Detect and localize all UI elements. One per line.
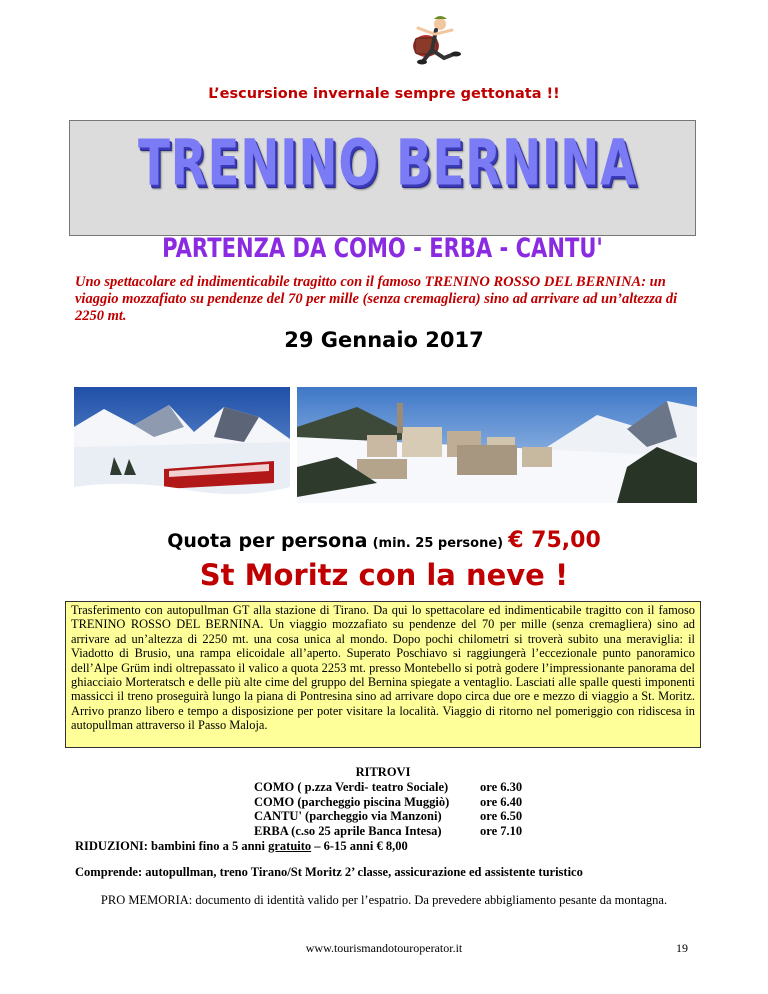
meeting-place: CANTU' (parcheggio via Manzoni) bbox=[254, 809, 442, 824]
trip-date: 29 Gennaio 2017 bbox=[284, 328, 484, 352]
meeting-place: ERBA (c.so 25 aprile Banca Intesa) bbox=[254, 823, 442, 838]
list-item bbox=[254, 824, 522, 839]
meeting-points-list bbox=[254, 780, 522, 838]
list-item bbox=[254, 795, 522, 810]
price-line bbox=[0, 528, 768, 553]
website-link[interactable]: www.tourismandotouroperator.it bbox=[305, 941, 463, 955]
meeting-place: COMO ( p.zza Verdi- teatro Sociale) bbox=[254, 780, 449, 794]
meeting-time: ore 7.10 bbox=[480, 823, 523, 838]
intro-text: Uno spettacolare ed indimenticabile tragitto con il famoso TRENINO ROSSO DEL BERNINA: un viaggio mozzafiato su pendenze del 70 per mille (senza cremagliera) sino ad arrivare ad un’altezza di 2250 mt. bbox=[75, 274, 678, 324]
reductions-free: gratuito bbox=[268, 839, 312, 853]
page-number: 19 bbox=[676, 941, 688, 955]
includes-line: Comprende: autopullman, treno Tirano/St Moritz 2’ classe, assicurazione ed assistente turistico bbox=[75, 865, 583, 879]
st-moritz-photo bbox=[297, 387, 697, 503]
meeting-place: COMO (parcheggio piscina Muggiò) bbox=[254, 794, 450, 809]
meeting-time: ore 6.40 bbox=[480, 794, 523, 809]
list-item bbox=[254, 780, 522, 795]
tagline: L’escursione invernale sempre gettonata !! bbox=[208, 86, 560, 102]
price-note: (min. 25 persone) bbox=[372, 536, 504, 551]
meeting-time: ore 6.30 bbox=[480, 780, 523, 794]
jumping-traveler-icon bbox=[396, 10, 462, 80]
price-label: Quota per persona bbox=[167, 530, 368, 552]
reductions-prefix: RIDUZIONI: bambini fino a 5 anni bbox=[75, 839, 269, 853]
reductions-line bbox=[75, 839, 408, 854]
reductions-suffix: – 6-15 anni € 8,00 bbox=[311, 839, 408, 853]
trip-description: Trasferimento con autopullman GT alla stazione di Tirano. Da qui lo spettacolare ed indimenticabile tragitto con il famoso TRENINO ROSSO DEL BERNINA. Un viaggio mozzafiato su pendenze del 70 per mille (senza cremagliera) sino ad arrivare ad un’altezza di 2250 mt. una cosa unica al mondo. Dopo pochi chilometri si troverà subito una meraviglia: il Viadotto di Brusio, una rampa elicoidale all’aperto. Superato Poschiavo si raggiungerà l’eccezionale punto panoramico dell’Alpe Grüm indi oltrepassato il valico a quota 2253 mt. presso Montebello si potrà godere l’impressionante panorama del ghiacciaio Morteratsch e delle più alte cime del gruppo del Bernina spiegate a ventaglio. Lasciati alle spalle questi imponenti massicci il treno proseguirà lungo la piana di Pontresina sino ad arrivare dopo circa due ore e mezzo di viaggio a St. Moritz. Arrivo pranzo libero e tempo a disposizione per poter visitare la località. Viaggio di ritorno nel pomeriggio con ridiscesa in autopullman attraverso il Passo Maloja. bbox=[65, 601, 701, 748]
headline: St Moritz con la neve ! bbox=[199, 558, 569, 592]
page-title: TRENINO BERNINA bbox=[137, 127, 638, 201]
bernina-train-photo bbox=[74, 387, 290, 503]
ritrovi-heading: RITROVI bbox=[355, 765, 411, 779]
meeting-time: ore 6.50 bbox=[480, 809, 523, 824]
price-amount: € 75,00 bbox=[508, 528, 601, 553]
list-item bbox=[254, 809, 522, 824]
memo-line: PRO MEMORIA: documento di identità valido per l’espatrio. Da prevedere abbigliamento pesante da montagna. bbox=[100, 893, 668, 907]
departure-subtitle: PARTENZA DA COMO - ERBA - CANTU' bbox=[162, 233, 603, 264]
